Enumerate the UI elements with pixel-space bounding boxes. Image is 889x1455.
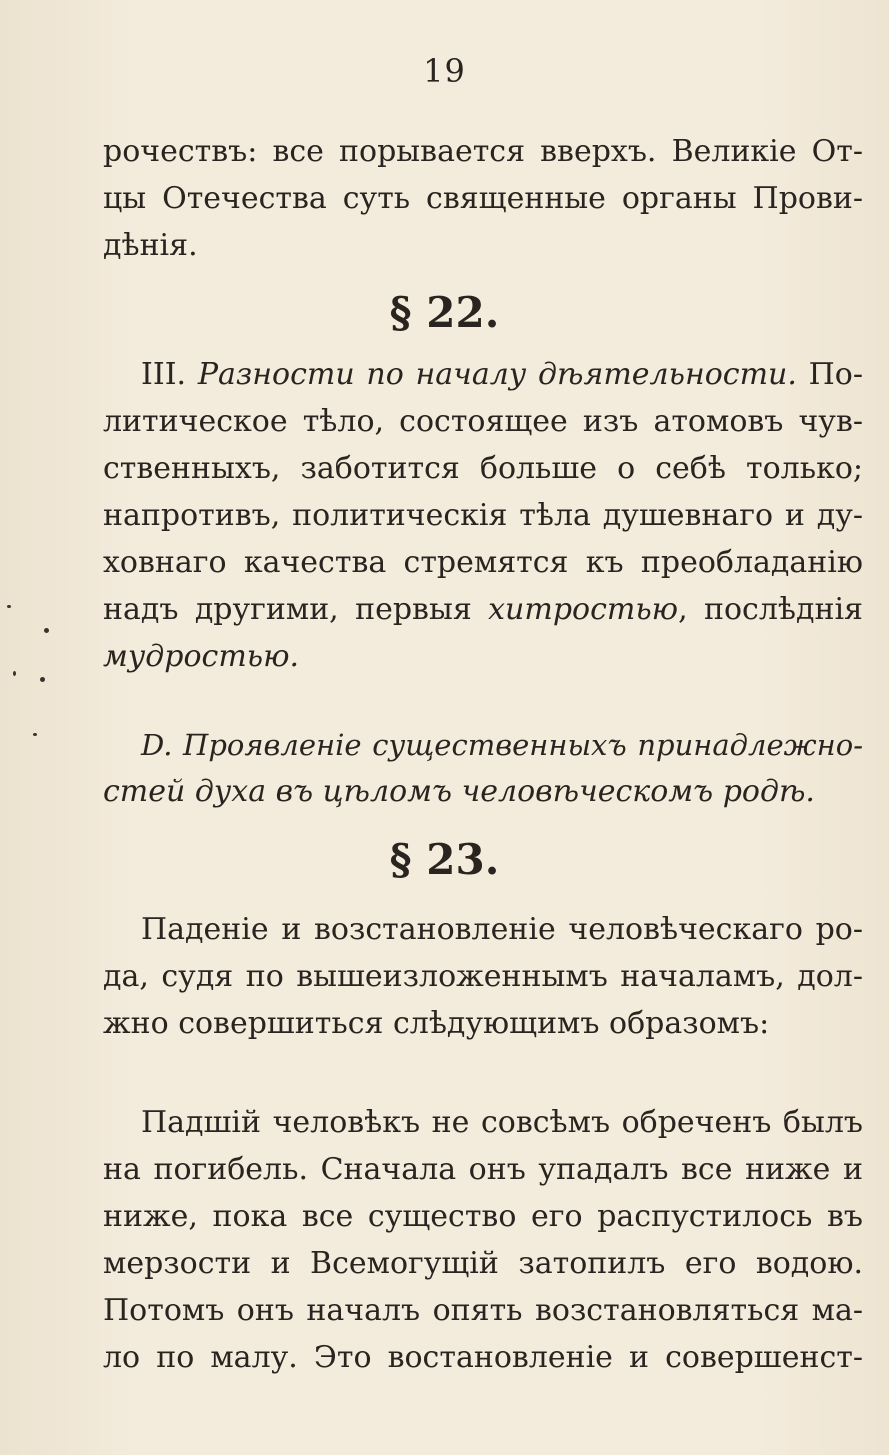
text-line	[103, 590, 863, 630]
text-line: жно совершиться слѣдующимъ образомъ:	[103, 1006, 770, 1041]
text-run: По-	[796, 357, 863, 392]
section-heading-22: § 22.	[389, 288, 500, 337]
text-line: D. Проявленіе существенныхъ принадлежно-	[141, 728, 863, 762]
text-run: , послѣднія	[678, 592, 863, 627]
italic-word: хитростью	[488, 592, 679, 627]
section-heading-23: § 23.	[389, 835, 500, 884]
text-line: ховнаго качества стремятся къ преобладанію	[103, 545, 863, 580]
margin-speck	[7, 605, 11, 608]
text-run: надъ другими, первыя	[103, 592, 489, 627]
text-line: напротивъ, политическія тѣла душевнаго и ду-	[103, 498, 863, 533]
text-line: Падшій человѣкъ не совсѣмъ обреченъ былъ	[141, 1105, 863, 1140]
text-line: да, судя по вышеизложеннымъ началамъ, дол-	[103, 959, 863, 994]
text-line: Потомъ онъ началъ опять возстановляться ма-	[103, 1293, 863, 1328]
text-line	[141, 355, 863, 395]
margin-speck	[40, 677, 45, 682]
italic-heading: Разности по началу дѣятельности.	[197, 357, 797, 392]
margin-speck	[44, 628, 49, 633]
text-line: цы Отечества суть священные органы Прови-	[103, 181, 863, 216]
text-line: ственныхъ, заботится больше о себѣ только;	[103, 451, 863, 486]
text-line: ниже, пока все существо его распустилось въ	[103, 1199, 863, 1234]
list-marker: III.	[141, 357, 198, 392]
text-line: мудростью.	[103, 639, 300, 674]
text-line: рочествъ: все порывается вверхъ. Великіе От-	[103, 134, 863, 169]
text-line: мерзости и Всемогущій затопилъ его водою.	[103, 1246, 863, 1281]
page-number: 19	[423, 52, 466, 90]
text-line: стей духа въ цѣломъ человѣческомъ родѣ.	[103, 774, 815, 809]
text-line: на погибель. Сначала онъ упадалъ все ниже и	[103, 1152, 863, 1187]
text-line: Паденіе и возстановленіе человѣческаго ро-	[141, 912, 863, 947]
text-line: дѣнія.	[103, 228, 198, 263]
margin-speck	[33, 733, 37, 736]
text-line: ло по малу. Это востановленіе и совершенст-	[103, 1340, 863, 1375]
text-line: литическое тѣло, состоящее изъ атомовъ чув-	[103, 404, 863, 439]
margin-speck	[13, 671, 16, 676]
